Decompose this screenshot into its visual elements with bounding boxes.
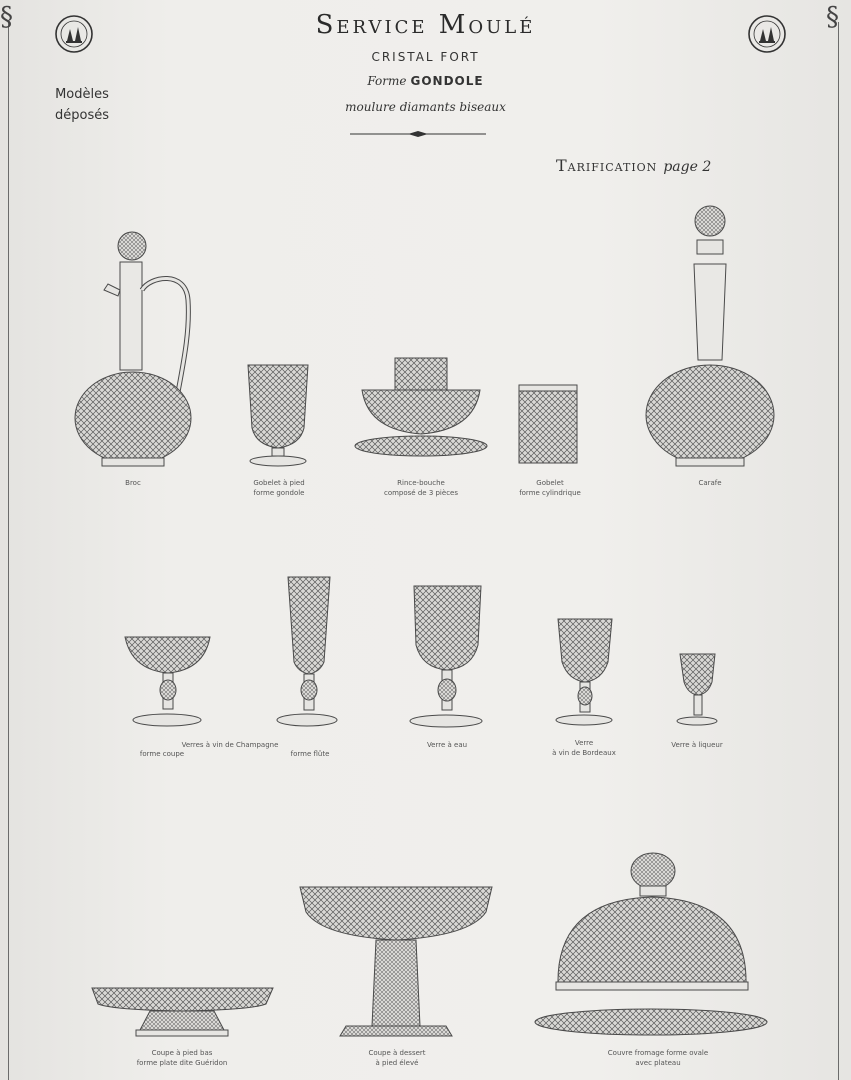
caption-verre-bordeaux-line1: Verre (574, 739, 594, 747)
champagne-flute-illustration (277, 577, 337, 726)
tarification-text: Tarification (556, 156, 658, 175)
caption-couvre-fromage (578, 1048, 738, 1068)
caption-coupe-pied-bas-line2: forme plate dite Guéridon (136, 1059, 228, 1067)
caption-rince-bouche-line2: composé de 3 pièces (383, 489, 458, 497)
caption-gobelet-pied-line2: forme gondole (253, 489, 305, 497)
caption-rince-bouche (366, 478, 476, 498)
carafe-illustration (646, 206, 774, 466)
caption-champagne: Verres à vin de Champagne (181, 741, 279, 749)
side-note-line2: déposés (55, 108, 109, 123)
verre-bordeaux-illustration (556, 619, 612, 725)
verre-eau-illustration (410, 586, 482, 727)
caption-gobelet-pied-line1: Gobelet à pied (253, 479, 305, 487)
caption-couvre-fromage-line1: Couvre fromage forme ovale (607, 1049, 709, 1057)
moulure-line: moulure diamants biseaux (345, 100, 506, 114)
side-note-line1: Modèles (55, 87, 109, 102)
scroll-ornament-left-icon: § (0, 2, 13, 32)
caption-verre-bordeaux-line2: à vin de Bordeaux (552, 749, 616, 757)
scroll-ornament-right-icon: § (826, 2, 839, 32)
forme-name: GONDOLE (410, 74, 484, 88)
gobelet-cylindrique-illustration (519, 385, 577, 463)
caption-gobelet-pied (234, 478, 324, 498)
caption-coupe-dessert-line1: Coupe à dessert (368, 1049, 426, 1057)
coupe-pied-bas-illustration (92, 988, 273, 1036)
caption-couvre-fromage-line2: avec plateau (635, 1059, 681, 1067)
tarification-page-ref: page 2 (663, 159, 712, 175)
verre-liqueur-illustration (677, 654, 717, 725)
caption-verre-eau: Verre à eau (426, 741, 468, 749)
caption-coupe-pied-bas (120, 1048, 244, 1068)
caption-broc: Broc (125, 479, 141, 487)
couvre-fromage-illustration (535, 853, 767, 1035)
caption-rince-bouche-line1: Rince-bouche (397, 479, 445, 487)
caption-coupe-dessert (342, 1048, 452, 1068)
caption-verre-bordeaux (538, 738, 630, 758)
caption-coupe-pied-bas-line1: Coupe à pied bas (151, 1049, 213, 1057)
gobelet-pied-illustration (248, 365, 308, 466)
caption-verre-liqueur: Verre à liqueur (671, 741, 723, 749)
caption-gobelet-cylindrique-line1: Gobelet (536, 479, 564, 487)
broc-illustration (75, 232, 191, 466)
page-title: Service Moulé (315, 10, 536, 40)
champagne-coupe-illustration (125, 637, 210, 726)
coupe-dessert-illustration (300, 887, 492, 1036)
caption-coupe-dessert-line2: à pied élevé (375, 1059, 419, 1067)
caption-gobelet-cylindrique (505, 478, 595, 498)
forme-label: Forme (367, 74, 407, 88)
caption-carafe: Carafe (698, 479, 722, 487)
caption-champagne-coupe: forme coupe (139, 750, 185, 758)
page-subtitle: CRISTAL FORT (371, 50, 480, 64)
caption-gobelet-cylindrique-line2: forme cylindrique (519, 489, 581, 497)
rince-bouche-illustration (355, 358, 487, 456)
caption-champagne-flute: forme flûte (290, 750, 330, 758)
